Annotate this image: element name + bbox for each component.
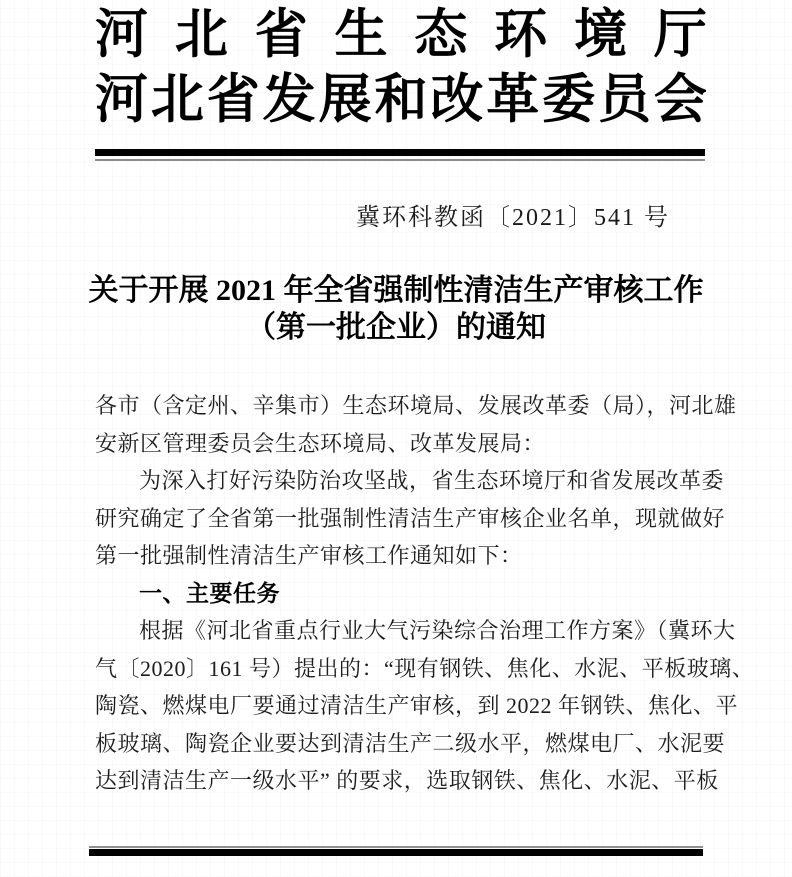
footer-divider-thin-bar (89, 846, 703, 848)
body-line: 第一批强制性清洁生产审核工作通知如下： (95, 543, 523, 568)
notice-body (95, 387, 755, 800)
body-line: 安新区管理委员会生态环境局、改革发展局： (95, 430, 546, 456)
header-divider-thick-bar (95, 149, 705, 156)
header-divider-thin-bar (95, 159, 705, 161)
header-divider (95, 149, 705, 161)
letterhead-org-line-2: 河 北 省 发 展 和 改 革 委 员 会 (95, 71, 707, 129)
footer-divider (89, 846, 703, 856)
body-line: 为深入打好污染防治攻坚战，省生态环境厅和省发展改革委 (139, 468, 725, 493)
notice-title-line-2: （第一批企业）的通知 (246, 311, 546, 344)
footer-divider-thick-bar (89, 849, 703, 856)
body-line: 达到清洁生产一级水平” 的要求，选取钢铁、焦化、水泥、平板 (95, 768, 719, 793)
letterhead-org-line-1: 河 北 省 生 态 环 境 厅 (95, 6, 707, 64)
body-line: 根据《河北省重点行业大气污染综合治理工作方案》（冀环大 (139, 618, 736, 643)
notice-title (0, 272, 792, 346)
body-line: 气〔2020〕161 号）提出的：“现有钢铁、焦化、水泥、平板玻璃、 (95, 655, 755, 681)
section-heading: 一、主要任务 (139, 579, 280, 606)
body-line: 各市（含定州、辛集市）生态环境局、发展改革委（局），河北雄 (95, 393, 737, 418)
body-line: 板玻璃、陶瓷企业要达到清洁生产二级水平，燃煤电厂、水泥要 (95, 730, 726, 756)
notice-title-line-1: 关于开展 2021 年全省强制性清洁生产审核工作 (88, 274, 704, 307)
body-line: 陶瓷、燃煤电厂要通过清洁生产审核，到 2022 年钢铁、焦化、平 (95, 693, 739, 718)
document-number: 冀环科教函〔2021〕541 号 (356, 205, 670, 231)
body-line: 研究确定了全省第一批强制性清洁生产审核企业名单，现就做好 (95, 505, 726, 531)
